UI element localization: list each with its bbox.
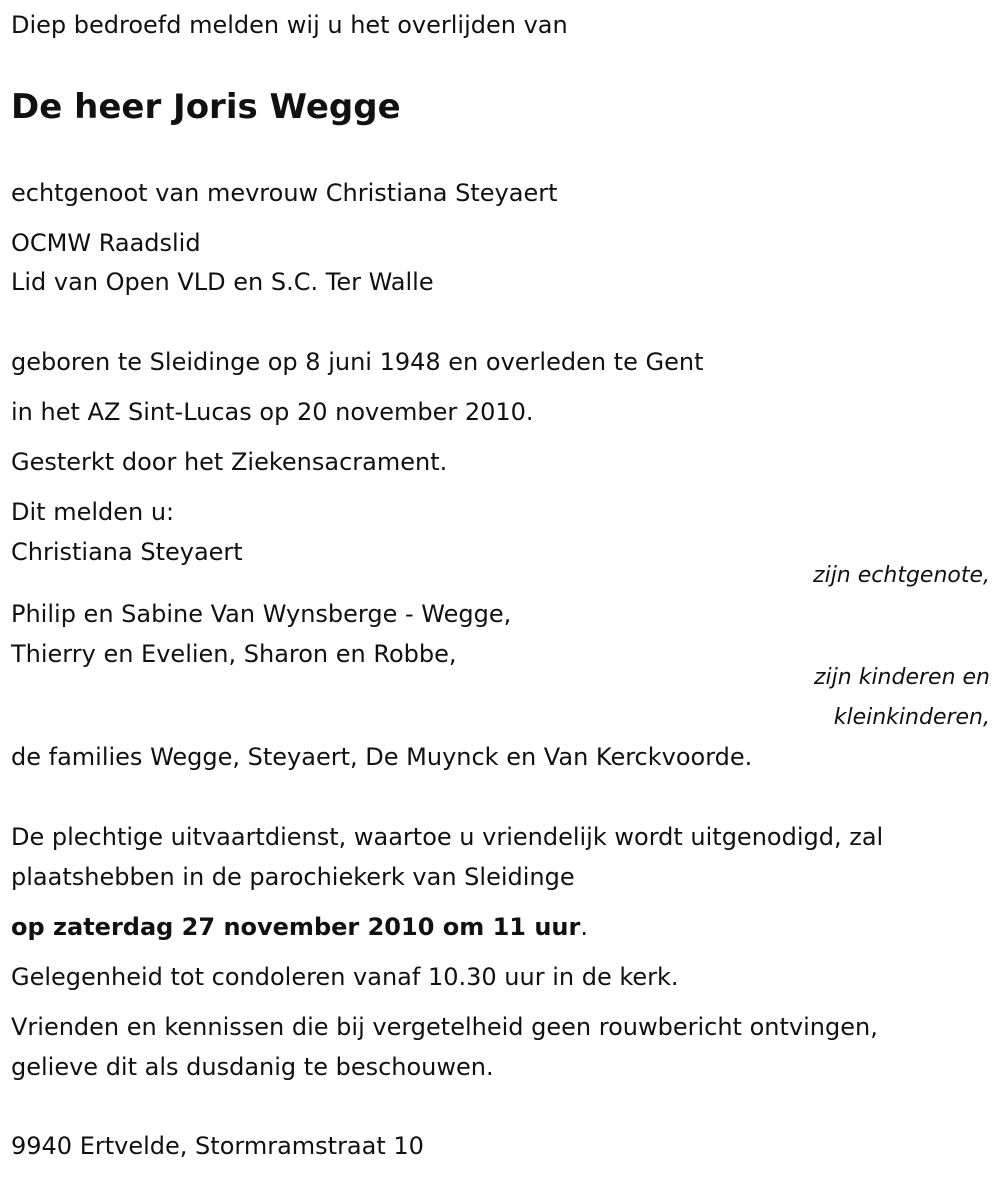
role-line-1: OCMW Raadslid — [11, 229, 201, 257]
children-line-2: Thierry en Evelien, Sharon en Robbe, — [11, 640, 457, 668]
widow-name: Christiana Steyaert — [11, 538, 243, 566]
birth-line-2: in het AZ Sint-Lucas op 20 november 2010. — [11, 398, 534, 426]
service-date-bold: op zaterdag 27 november 2010 om 11 uur — [11, 913, 581, 941]
condolence-line: Gelegenheid tot condoleren vanaf 10.30 uur in de kerk. — [11, 963, 679, 991]
children-role-1: zijn kinderen en — [814, 665, 990, 690]
role-line-2: Lid van Open VLD en S.C. Ter Walle — [11, 268, 434, 296]
children-role-2: kleinkinderen, — [833, 705, 990, 730]
service-line-1: De plechtige uitvaartdienst, waartoe u vriendelijk wordt uitgenodigd, zal — [11, 823, 884, 851]
spouse-line: echtgenoot van mevrouw Christiana Steyaert — [11, 179, 558, 207]
address-line: 9940 Ertvelde, Stormramstraat 10 — [11, 1132, 424, 1160]
families-line: de families Wegge, Steyaert, De Muynck en Van Kerckvoorde. — [11, 743, 753, 771]
service-date — [11, 912, 588, 942]
friends-line-1: Vrienden en kennissen die bij vergetelheid geen rouwbericht ontvingen, — [11, 1013, 878, 1041]
service-date-period: . — [580, 913, 588, 941]
birth-line-1: geboren te Sleidinge op 8 juni 1948 en overleden te Gent — [11, 348, 704, 376]
deceased-name: De heer Joris Wegge — [11, 87, 401, 127]
children-line-1: Philip en Sabine Van Wynsberge - Wegge, — [11, 600, 512, 628]
widow-role: zijn echtgenote, — [813, 563, 990, 588]
announce-line: Dit melden u: — [11, 498, 175, 526]
friends-line-2: gelieve dit als dusdanig te beschouwen. — [11, 1053, 494, 1081]
sacrament-line: Gesterkt door het Ziekensacrament. — [11, 448, 448, 476]
intro-text: Diep bedroefd melden wij u het overlijden van — [11, 11, 568, 39]
service-line-2: plaatshebben in de parochiekerk van Sleidinge — [11, 863, 575, 891]
